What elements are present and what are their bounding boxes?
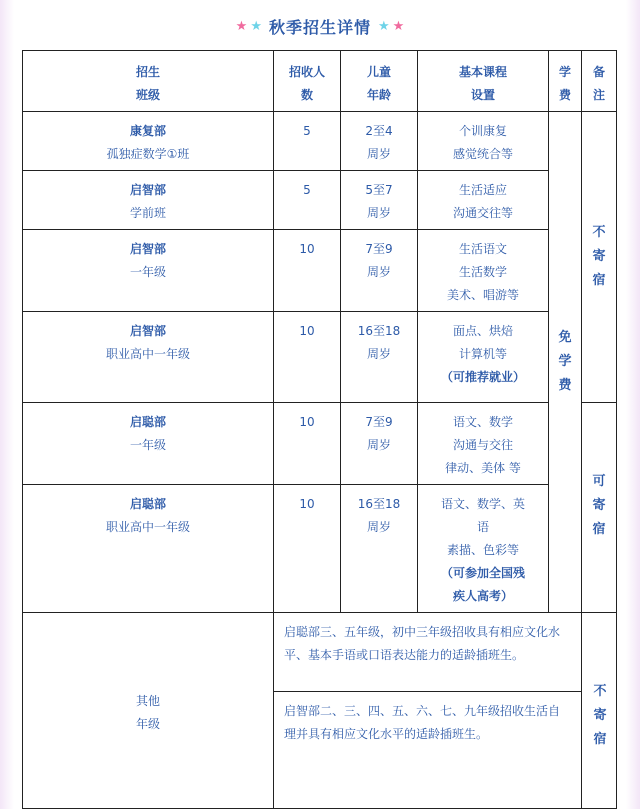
courses-cell: 语文、数学 沟通与交往 律动、美体 等 [418,403,549,485]
star-icon: ★ [235,18,248,34]
other-text-cell: 启智部二、三、四、五、六、七、九年级招收生活自理并具有相应文化水平的适龄插班生。 [274,692,582,809]
age-cell: 7至9 周岁 [341,403,418,485]
class-cell: 启智部 职业高中一年级 [23,312,274,403]
age-cell: 5至7 周岁 [341,171,418,230]
star-icon: ★ [250,18,262,34]
title-row [0,12,640,40]
class-cell: 启智部 一年级 [23,230,274,312]
age-cell: 16至18 周岁 [341,312,418,403]
enrollment-table [22,50,617,809]
courses-cell: 生活语文 生活数学 美术、唱游等 [418,230,549,312]
table-row [23,112,617,171]
courses-cell: 面点、烘焙 计算机等 （可推荐就业） [418,312,549,403]
class-cell: 启智部 学前班 [23,171,274,230]
age-cell: 7至9 周岁 [341,230,418,312]
count-cell: 10 [274,312,341,403]
age-cell: 16至18 周岁 [341,485,418,613]
header-tuition: 学 费 [549,51,582,112]
count-cell: 10 [274,403,341,485]
class-cell: 康复部 孤独症数学①班 [23,112,274,171]
courses-cell: 个训康复 感觉统合等 [418,112,549,171]
count-cell: 5 [274,171,341,230]
page-title: 秋季招生详情 [268,17,371,37]
header-class: 招生 班级 [23,51,274,112]
class-cell: 启聪部 一年级 [23,403,274,485]
table-row [23,230,617,312]
class-cell: 启聪部 职业高中一年级 [23,485,274,613]
remark-cell: 可寄宿 [582,403,617,613]
other-text-cell: 启聪部三、五年级，初中三年级招收具有相应文化水平、基本手语或口语表达能力的适龄插班生。 [274,613,582,692]
header-remark: 备 注 [582,51,617,112]
tuition-cell: 免学费 [549,112,582,613]
table-header-row [23,51,617,112]
remark-cell: 不寄宿 [582,112,617,403]
table-row [23,312,617,403]
star-icon: ★ [392,18,405,34]
header-courses: 基本课程 设置 [418,51,549,112]
table-row [23,613,617,692]
count-cell: 10 [274,230,341,312]
star-icon: ★ [378,18,390,34]
courses-cell: 语文、数学、英 语 素描、色彩等 （可参加全国残 疾人高考） [418,485,549,613]
table-row [23,403,617,485]
age-cell: 2至4 周岁 [341,112,418,171]
table-row [23,171,617,230]
header-age: 儿童 年龄 [341,51,418,112]
count-cell: 10 [274,485,341,613]
header-count: 招收人 数 [274,51,341,112]
count-cell: 5 [274,112,341,171]
table-row [23,485,617,613]
remark-cell-bottom: 不寄宿 [593,684,607,747]
other-label-cell: 其他 年级 [23,613,274,809]
courses-cell: 生活适应 沟通交往等 [418,171,549,230]
